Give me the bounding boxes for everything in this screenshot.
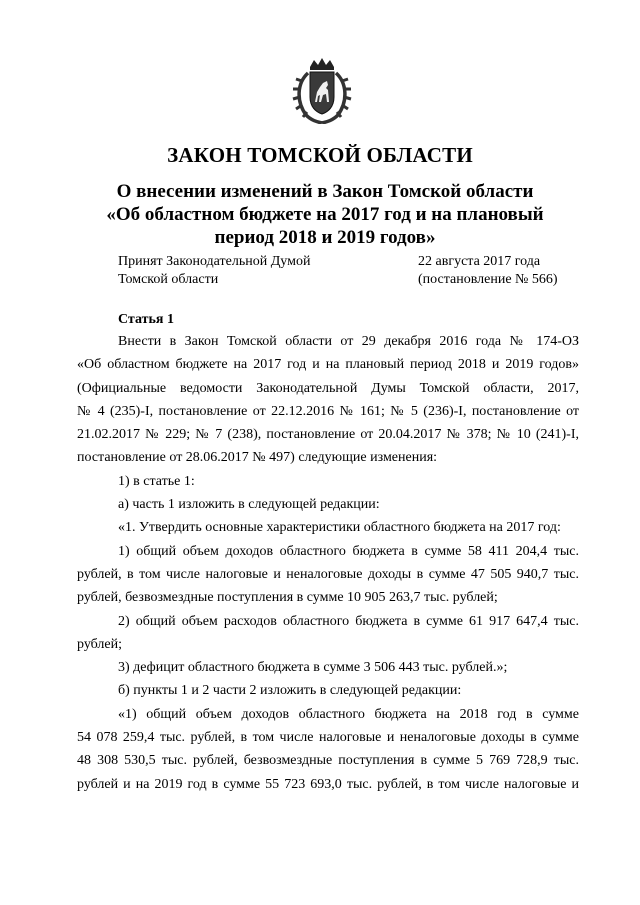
subtitle-line: период 2018 и 2019 годов» <box>214 227 436 248</box>
text-line: «1) общий объем доходов областного бюджета на 2018 год в сумме <box>118 706 579 722</box>
text-line: 3) дефицит областного бюджета в сумме 3 506 443 тыс. рублей.»; <box>118 660 508 676</box>
text-line: рублей, в том числе налоговые и неналоговые доходы в сумме 47 505 940,7 тыс. <box>77 566 579 582</box>
adopted-by-line: Томской области <box>118 272 219 287</box>
adoption-date-block <box>418 253 558 289</box>
adopted-by-block <box>118 253 310 289</box>
text-line: рублей; <box>77 636 122 652</box>
adoption-date: 22 августа 2017 года <box>418 254 541 269</box>
text-line: 21.02.2017 № 229; № 7 (238), постановление от 20.04.2017 № 378; № 10 (241)-I, <box>77 427 579 443</box>
law-title: ЗАКОН ТОМСКОЙ ОБЛАСТИ <box>167 143 473 167</box>
text-line: рублей и на 2019 год в сумме 55 723 693,0 тыс. рублей, в том числе налоговые и <box>77 776 579 792</box>
text-line: 48 308 530,5 тыс. рублей, безвозмездные поступления в сумме 5 769 728,9 тыс. <box>77 753 579 769</box>
text-line: б) пункты 1 и 2 части 2 изложить в следующей редакции: <box>118 683 462 699</box>
text-line: рублей, безвозмездные поступления в сумме 10 905 263,7 тыс. рублей; <box>77 590 498 606</box>
text-line: постановление от 28.06.2017 № 497) следующие изменения: <box>77 450 438 466</box>
text-line: № 4 (235)-I, постановление от 22.12.2016 № 161; № 5 (236)-I, постановление от <box>77 403 579 419</box>
text-line: 1) в статье 1: <box>118 473 195 489</box>
text-line: 1) общий объем доходов областного бюджета в сумме 58 411 204,4 тыс. <box>118 543 579 559</box>
text-line: а) часть 1 изложить в следующей редакции: <box>118 497 380 513</box>
resolution-number: (постановление № 566) <box>418 272 558 287</box>
article-body <box>77 330 579 796</box>
law-subtitle <box>70 180 580 249</box>
text-line: 54 078 259,4 тыс. рублей, в том числе налоговые и неналоговые доходы в сумме <box>77 730 579 746</box>
adopted-by-line: Принят Законодательной Думой <box>118 254 311 269</box>
text-line: 2) общий объем расходов областного бюджета в сумме 61 917 647,4 тыс. <box>118 613 579 629</box>
text-line: «1. Утвердить основные характеристики областного бюджета на 2017 год: <box>118 520 561 536</box>
subtitle-line: О внесении изменений в Закон Томской области <box>116 181 534 202</box>
text-line: (Официальные ведомости Законодательной Думы Томской области, 2017, <box>77 380 579 396</box>
text-line: «Об областном бюджете на 2017 год и на плановый период 2018 и 2019 годов» <box>77 357 579 373</box>
coat-of-arms-icon <box>290 57 354 124</box>
subtitle-line: «Об областном бюджете на 2017 год и на плановый <box>106 204 544 225</box>
article-heading: Статья 1 <box>118 312 174 327</box>
text-line: Внести в Закон Томской области от 29 декабря 2016 года № 174-ОЗ <box>118 334 579 349</box>
